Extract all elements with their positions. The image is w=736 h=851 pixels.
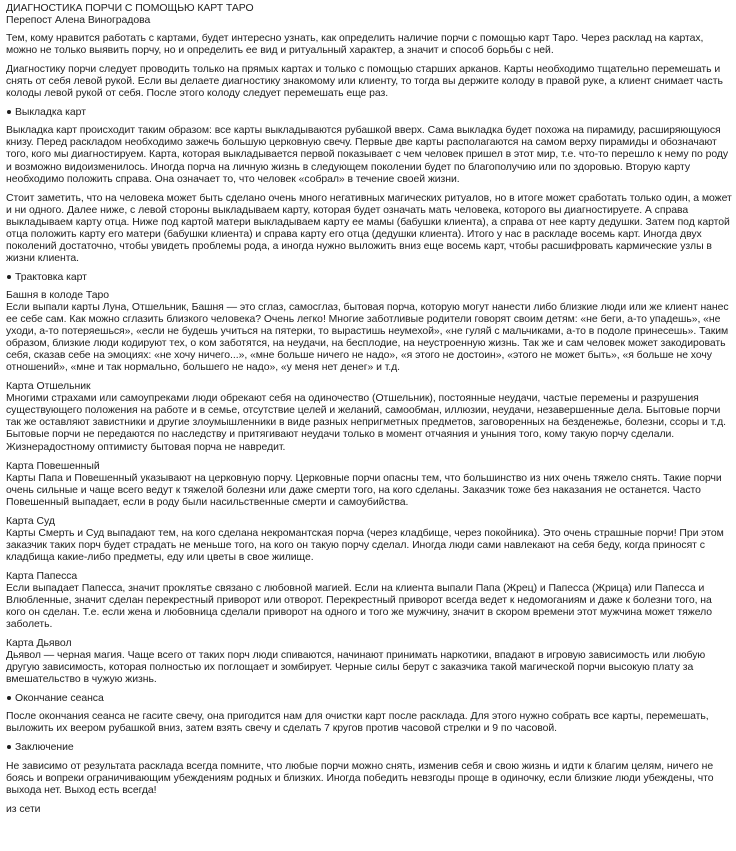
section-heading-text: Трактовка карт	[15, 271, 87, 283]
card-title: Карта Папесса	[6, 570, 78, 582]
card-title: Карта Отшельник	[6, 381, 91, 393]
card-text: Карты Смерть и Суд выпадают тем, на кого сделана некромантская порча (через кладбище, через покойника). Это очень страшные порчи! При этом заказчик таких порч будет страдать не меньше того, на кого он такую порчу сделал. Иногда люди сами навлекают на себя беду, когда приносят с кладбища какие-либо предметы, еду или цветы в свое жилище.	[6, 527, 724, 563]
repost-credit: Перепост Алена Виноградова	[6, 15, 151, 27]
source-note: из сети	[6, 803, 41, 815]
bullet-icon	[7, 110, 11, 114]
card-block-tower	[6, 290, 732, 374]
card-block-hanged-man	[6, 461, 732, 509]
card-text: Если выпали карты Луна, Отшельник, Башня — это сглаз, самосглаз, бытовая порча, которую могут нанести либо близкие люди или же клиент нанес ее себе сам. Как можно сглазить близкого человека? Очень легко! Многие заботливые родители говорят своим детям: «не беги, а-то упадешь», «не уходи, а-то потеряешься», «если не будешь учиться на пятерки, то вырастишь неумехой», «не гуляй с мальчиками, а-то в подоле принесешь». Таким образом, близкие люди кодируют тех, о ком заботятся, на неудачи, на бесплодие, на неустроенную жизнь. Так же и сам человек может закодировать себя, сказав себе на эмоциях: «не хочу ничего...», «мне больше ничего не надо», «я этого не достоин», «этого не может быть», «я больше не хочу отношений», «мне и так нормально, большего не надо», «у меня нет денег» и т.д.	[6, 301, 729, 374]
card-block-judgement	[6, 516, 732, 564]
section-heading-text: Заключение	[15, 742, 74, 754]
bullet-icon	[7, 745, 11, 749]
card-text: Карты Папа и Повешенный указывают на церковную порчу. Церковные порчи опасны тем, что большинство из них очень тяжело снять. Такие порчи очень сильные и чаще всего ведут к тяжелой болезни или даже смерти того, на кого сделаны. Заказчик тоже без наказания не останется. Часто Повешенный выпадает, если в роду были насильственные смерти и самоубийства.	[6, 472, 722, 508]
bullet-icon	[7, 275, 11, 279]
card-text: Многими страхами или самоупреками люди обрекают себя на одиночество (Отшельник), постоянные неудачи, частые перемены и разрушения существующего положения на работе и в семье, отсутствие целей и желаний, самообман, иллюзии, неудачи, незавершенные дела. Бытовые порчи так же оставляют завистники и другие злоумышленники в виде разных непригметных предметов, заговоренных на безденежье, болезни, ссоры и т.д. Бытовые порчи не передаются по наследству и притягивают неудачи только в момент отчаяния и уныния того, кому такую порчу сделали. Жизнерадостному оптимисту бытовая порча не навредит.	[6, 393, 726, 453]
conclusion-paragraph: Не зависимо от результата расклада всегда помните, что любые порчи можно снять, изменив себя и свою жизнь и идти к благим целям, ничего не боясь и вопреки ограничивающим убеждениям родных и близких. Иногда победить невзгоды проще в одиночку, если близкие люди убеждены, что выхода нет. Выход есть всегда!	[6, 760, 714, 796]
article-title: ДИАГНОСТИКА ПОРЧИ С ПОМОЩЬЮ КАРТ ТАРО	[6, 3, 254, 14]
section-heading-interpretation	[6, 272, 732, 284]
article	[6, 3, 732, 823]
card-title: Карта Суд	[6, 515, 55, 527]
card-title: Карта Повешенный	[6, 460, 100, 472]
section-heading-session-end	[6, 693, 732, 705]
card-block-hermit	[6, 381, 732, 453]
section-heading-text: Окончание сеанса	[15, 693, 104, 705]
intro-paragraph: Тем, кому нравится работать с картами, будет интересно узнать, как определить наличие порчи с помощью карт Таро. Через расклад на картах, можно не только выявить порчу, но и определить ее вид и ритуальный характер, а значит и способ борьбы с ней.	[6, 33, 704, 57]
section-heading-conclusion	[6, 742, 732, 754]
section-heading-layout	[6, 107, 732, 119]
card-block-high-priestess	[6, 571, 732, 631]
card-text: Если выпадает Папесса, значит проклятье связано с любовной магией. Если на клиента выпали Папа (Жрец) и Папесса (Жрица) или Папесса и Влюбленные, значит сделан перекрестный приворот или отворот. Перекрестный приворот всегда ведет к недомоганиям и даже к болезни того, на кого он сделан. Т.е. если жена и любовница сделали приворот на одного и того же мужчину, значит в скором времени этот мужчина может тяжело заболеть.	[6, 582, 713, 631]
card-text: Дьявол — черная магия. Чаще всего от таких порч люди спиваются, начинают принимать наркотики, впадают в игровую зависимость или любую другую зависимость, которая полностью их поглощает и зомбирует. Черные силы берут с заказчика такой магической порчи высокую плату за вмешательство в чужую жизнь.	[6, 650, 706, 686]
section-heading-text: Выкладка карт	[15, 107, 86, 119]
session-end-paragraph: После окончания сеанса не гасите свечу, она пригодится нам для очистки карт после расклада. Для этого нужно собрать все карты, перемешать, выложить их веером рубашкой вниз, затем взять свечу и сделать 7 кругов против часовой стрелки и 9 по часовой.	[6, 711, 709, 735]
intro-paragraph: Диагностику порчи следует проводить только на прямых картах и только с помощью старших арканов. Карты необходимо тщательно перемешать и снять от себя левой рукой. Если вы делаете диагностику знакомому или клиенту, то тогда вы держите колоду в правой руке, а клиент снимает часть колоды левой рукой от себя. После этого колоду следует перемешать еще раз.	[6, 64, 723, 100]
card-title: Карта Дьявол	[6, 638, 72, 650]
card-block-devil	[6, 638, 732, 686]
card-title: Башня в колоде Таро	[6, 289, 109, 301]
layout-paragraph: Выкладка карт происходит таким образом: все карты выкладываются рубашкой вверх. Сама выкладка будет похожа на пирамиду, расширяющуюся книзу. Перед раскладом необходимо зажечь большую церковную свечу. Первые две карты располагаются на самом верху пирамиды и обозначают того, кого мы диагностируем. Карта, которая выкладывается первой показывает с чем человек пришел в этот мир, т.е. что-то перешло к нему по роду и возможно видоизменилось. Иногда порча на личную жизнь в следующем поколении будет по благополучию или по здоровью. Вторую карту необходимо положить справа. Она означает то, что человек «собрал» в течение своей жизни.	[6, 125, 729, 185]
layout-paragraph: Стоит заметить, что на человека может быть сделано очень много негативных магических ритуалов, но в итоге может сработать только один, а может и ни одного. Далее ниже, с левой стороны выкладываем карту, которая будет означать мать человека, которого вы диагностируете. А справа выкладываем карту отца. Ниже под картой матери выкладываем карту ее мамы (бабушки клиента), а справа от нее карту дедушки. Затем под картой отца положить карту его матери (бабушки клиента) и справа карту его отца (дедушки клиента). Итого у нас в раскладе восемь карт. Иногда двух поколений достаточно, чтобы увидеть проблемы рода, а иногда нужно выложить вниз еще восемь карт, чтобы расшифровать кармические узлы в жизни клиента.	[6, 192, 732, 264]
bullet-icon	[7, 696, 11, 700]
